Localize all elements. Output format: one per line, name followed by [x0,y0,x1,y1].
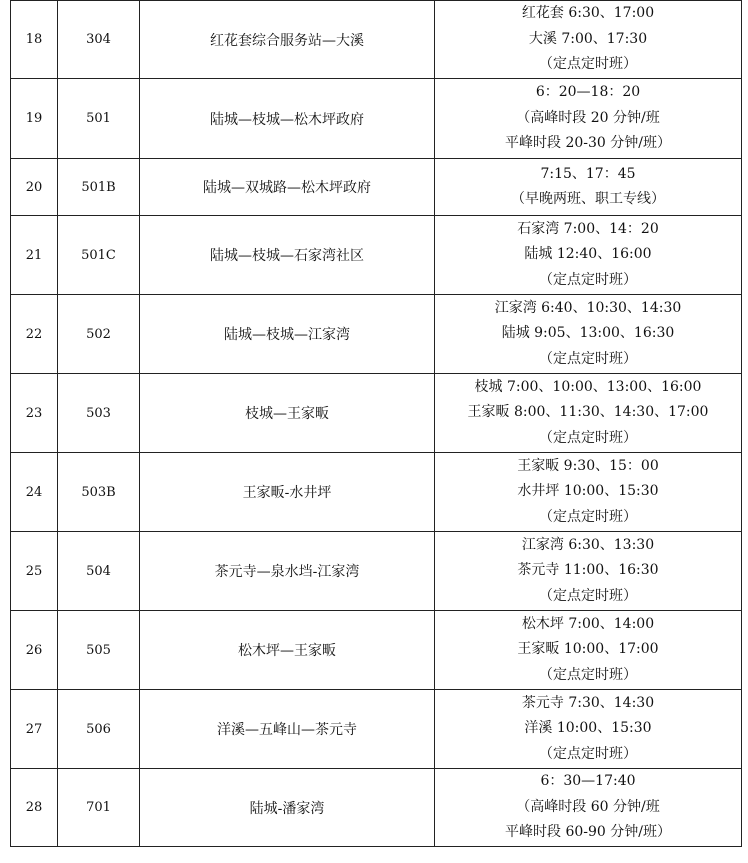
table-row [11,374,742,453]
time-line: 石家湾 7:00、14：20 [517,220,659,237]
time-line: 7:15、17：45 [540,165,636,182]
time-line: 茶元寺 7:30、14:30 [521,694,655,711]
time-line: 大溪 7:00、17:30 [528,30,648,47]
row-number-cell: 19 [11,79,58,159]
schedule-time-cell [435,769,742,847]
time-line: 茶元寺 11:00、16:30 [517,562,659,579]
time-line: 平峰时段 60-90 分钟/班） [505,824,671,841]
route-line-cell: 红花套综合服务站—大溪 [140,1,435,79]
schedule-time-cell [435,374,742,453]
row-number-cell: 22 [11,295,58,374]
time-line: （定点定时班） [539,429,637,446]
row-number-cell: 26 [11,611,58,690]
route-line-cell: 陆城—枝城—江家湾 [140,295,435,374]
time-line: 水井坪 10:00、15:30 [517,483,659,500]
bus-schedule-table [10,0,742,847]
table-row [11,295,742,374]
time-line: 王家畈 9:30、15：00 [517,457,659,474]
row-number-cell: 25 [11,532,58,611]
time-line: （定点定时班） [539,271,637,288]
route-number-cell: 503B [58,453,140,532]
time-line: 江家湾 6:40、10:30、14:30 [494,299,682,316]
table-row [11,611,742,690]
time-line: 枝城 7:00、10:00、13:00、16:00 [474,378,702,395]
row-number-cell: 28 [11,769,58,847]
row-number-cell: 24 [11,453,58,532]
time-line: 红花套 6:30、17:00 [521,5,655,22]
route-number-cell: 504 [58,532,140,611]
route-line-cell: 洋溪—五峰山—茶元寺 [140,690,435,769]
route-line-cell: 松木坪—王家畈 [140,611,435,690]
route-line-cell: 陆城—枝城—松木坪政府 [140,79,435,159]
schedule-time-cell [435,611,742,690]
route-line-cell: 陆城—双城路—松木坪政府 [140,159,435,216]
route-line-cell: 王家畈-水井坪 [140,453,435,532]
route-line-cell: 陆城-潘家湾 [140,769,435,847]
time-line: （定点定时班） [539,350,637,367]
schedule-time-cell [435,1,742,79]
time-line: （定点定时班） [539,508,637,525]
table-row [11,79,742,159]
time-line: 松木坪 7:00、14:00 [521,615,655,632]
route-number-cell: 506 [58,690,140,769]
row-number-cell: 21 [11,216,58,295]
table-row [11,453,742,532]
table-row [11,532,742,611]
time-line: （定点定时班） [539,587,637,604]
route-number-cell: 701 [58,769,140,847]
route-number-cell: 503 [58,374,140,453]
route-number-cell: 502 [58,295,140,374]
time-line: 王家畈 8:00、11:30、14:30、17:00 [467,404,709,421]
route-number-cell: 501 [58,79,140,159]
route-number-cell: 501C [58,216,140,295]
row-number-cell: 27 [11,690,58,769]
schedule-time-cell [435,159,742,216]
row-number-cell: 18 [11,1,58,79]
time-line: 江家湾 6:30、13:30 [521,536,655,553]
time-line: （定点定时班） [539,666,637,683]
time-line: （早晚两班、职工专线） [511,191,665,207]
time-line: （定点定时班） [539,745,637,762]
time-line: （定点定时班） [539,56,637,73]
route-number-cell: 304 [58,1,140,79]
schedule-time-cell [435,216,742,295]
route-number-cell: 501B [58,159,140,216]
schedule-time-cell [435,295,742,374]
time-line: 平峰时段 20-30 分钟/班） [505,135,671,152]
time-line: （高峰时段 20 分钟/班 [516,109,660,126]
table-row [11,769,742,847]
time-line: （高峰时段 60 分钟/班 [516,798,660,815]
route-line-cell: 枝城—王家畈 [140,374,435,453]
schedule-time-cell [435,453,742,532]
row-number-cell: 23 [11,374,58,453]
schedule-time-cell [435,690,742,769]
route-number-cell: 505 [58,611,140,690]
route-line-cell: 陆城—枝城—石家湾社区 [140,216,435,295]
row-number-cell: 20 [11,159,58,216]
table-row [11,690,742,769]
schedule-time-cell [435,532,742,611]
route-line-cell: 茶元寺—泉水垱-江家湾 [140,532,435,611]
table-row [11,1,742,79]
time-line: 6：20—18：20 [535,84,641,101]
schedule-body [11,1,742,847]
time-line: 陆城 12:40、16:00 [524,246,652,263]
time-line: 洋溪 10:00、15:30 [524,720,652,737]
table-row [11,216,742,295]
time-line: 6：30—17:40 [540,773,636,790]
schedule-time-cell [435,79,742,159]
table-row [11,159,742,216]
time-line: 陆城 9:05、13:00、16:30 [501,325,675,342]
time-line: 王家畈 10:00、17:00 [517,641,659,658]
